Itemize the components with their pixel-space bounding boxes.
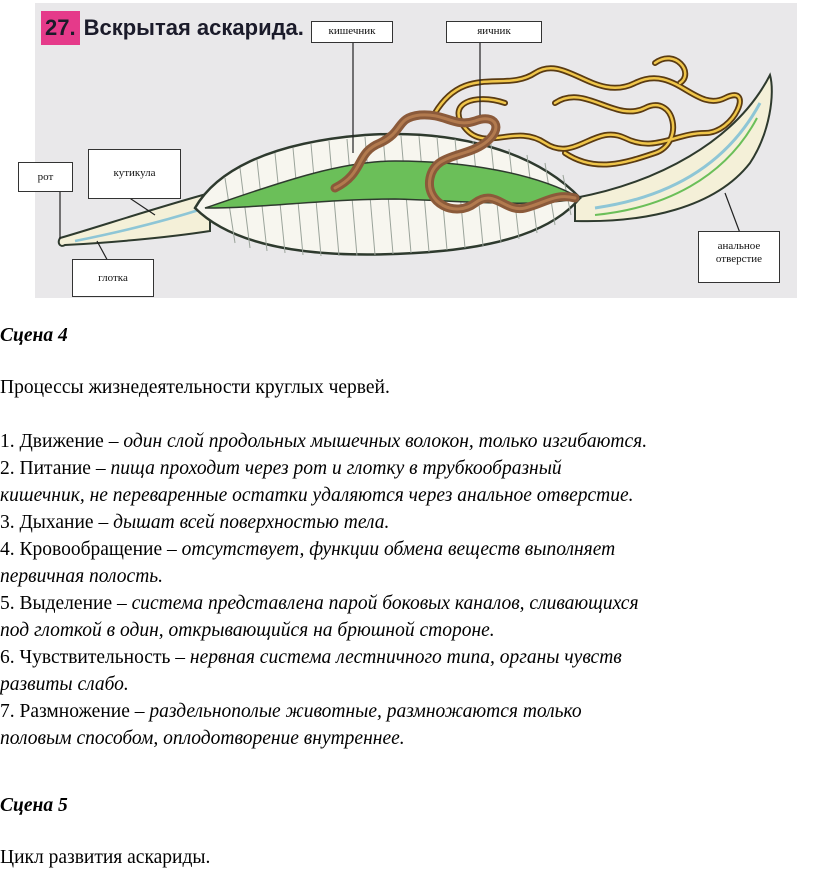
item-term: 5. Выделение –	[0, 593, 132, 614]
item-term: 6. Чувствительность –	[0, 647, 190, 668]
label-pharynx: глотка	[72, 259, 154, 297]
scene4-intro: Процессы жизнедеятельности круглых червей.	[0, 377, 390, 398]
item-term: 3. Дыхание –	[0, 512, 114, 533]
item-desc: раздельнополые животные, размножаются только	[149, 701, 582, 722]
label-anus-line1: анальное	[717, 240, 761, 252]
figure-title	[41, 11, 304, 45]
figure-number: 27.	[41, 11, 80, 45]
item-desc: кишечник, не переваренные остатки удаляются через анальное отверстие.	[0, 485, 634, 506]
list-item	[0, 590, 816, 617]
list-item-continuation	[0, 617, 816, 644]
item-term: 2. Питание –	[0, 458, 111, 479]
item-desc: половым способом, оплодотворение внутреннее.	[0, 728, 405, 749]
label-ovary: яичник	[446, 21, 542, 43]
item-desc: отсутствует, функции обмена веществ выполняет	[181, 539, 616, 560]
item-desc: первичная полость.	[0, 566, 164, 587]
list-item-continuation	[0, 725, 816, 752]
label-intestine: кишечник	[311, 21, 393, 43]
figure-title-text: Вскрытая аскарида.	[83, 15, 304, 40]
item-desc: пища проходит через рот и глотку в трубкообразный	[110, 458, 562, 479]
processes-list	[0, 428, 816, 752]
list-item	[0, 644, 816, 671]
item-desc: развиты слабо.	[0, 674, 129, 695]
item-desc: под глоткой в один, открывающийся на брюшной стороне.	[0, 620, 495, 641]
item-desc: система представлена парой боковых каналов, сливающихся	[131, 593, 639, 614]
label-anus	[698, 231, 780, 283]
item-term: 7. Размножение –	[0, 701, 150, 722]
item-desc: нервная система лестничного типа, органы чувств	[189, 647, 622, 668]
label-cuticle: кутикула	[88, 149, 181, 199]
worm-tail	[575, 75, 772, 221]
list-item	[0, 455, 816, 482]
list-item-continuation	[0, 482, 816, 509]
scene4-intro-block	[0, 374, 816, 401]
list-item	[0, 536, 816, 563]
scene5-intro-block	[0, 844, 816, 871]
scene5-intro: Цикл развития аскариды.	[0, 847, 211, 868]
list-item-continuation	[0, 671, 816, 698]
item-term: 1. Движение –	[0, 431, 124, 452]
item-desc: один слой продольных мышечных волокон, только изгибаются.	[123, 431, 648, 452]
scene5-heading: Сцена 5	[0, 795, 68, 816]
label-anus-line2: отверстие	[715, 253, 763, 265]
list-item	[0, 428, 816, 455]
scene4-heading: Сцена 4	[0, 325, 68, 346]
item-desc: дышат всей поверхностью тела.	[113, 512, 390, 533]
scene5-section	[0, 792, 816, 819]
list-item	[0, 509, 816, 536]
label-mouth: рот	[18, 162, 73, 192]
list-item-continuation	[0, 563, 816, 590]
ascaris-figure	[35, 3, 797, 298]
list-item	[0, 698, 816, 725]
item-term: 4. Кровообращение –	[0, 539, 182, 560]
scene4-section	[0, 322, 816, 349]
